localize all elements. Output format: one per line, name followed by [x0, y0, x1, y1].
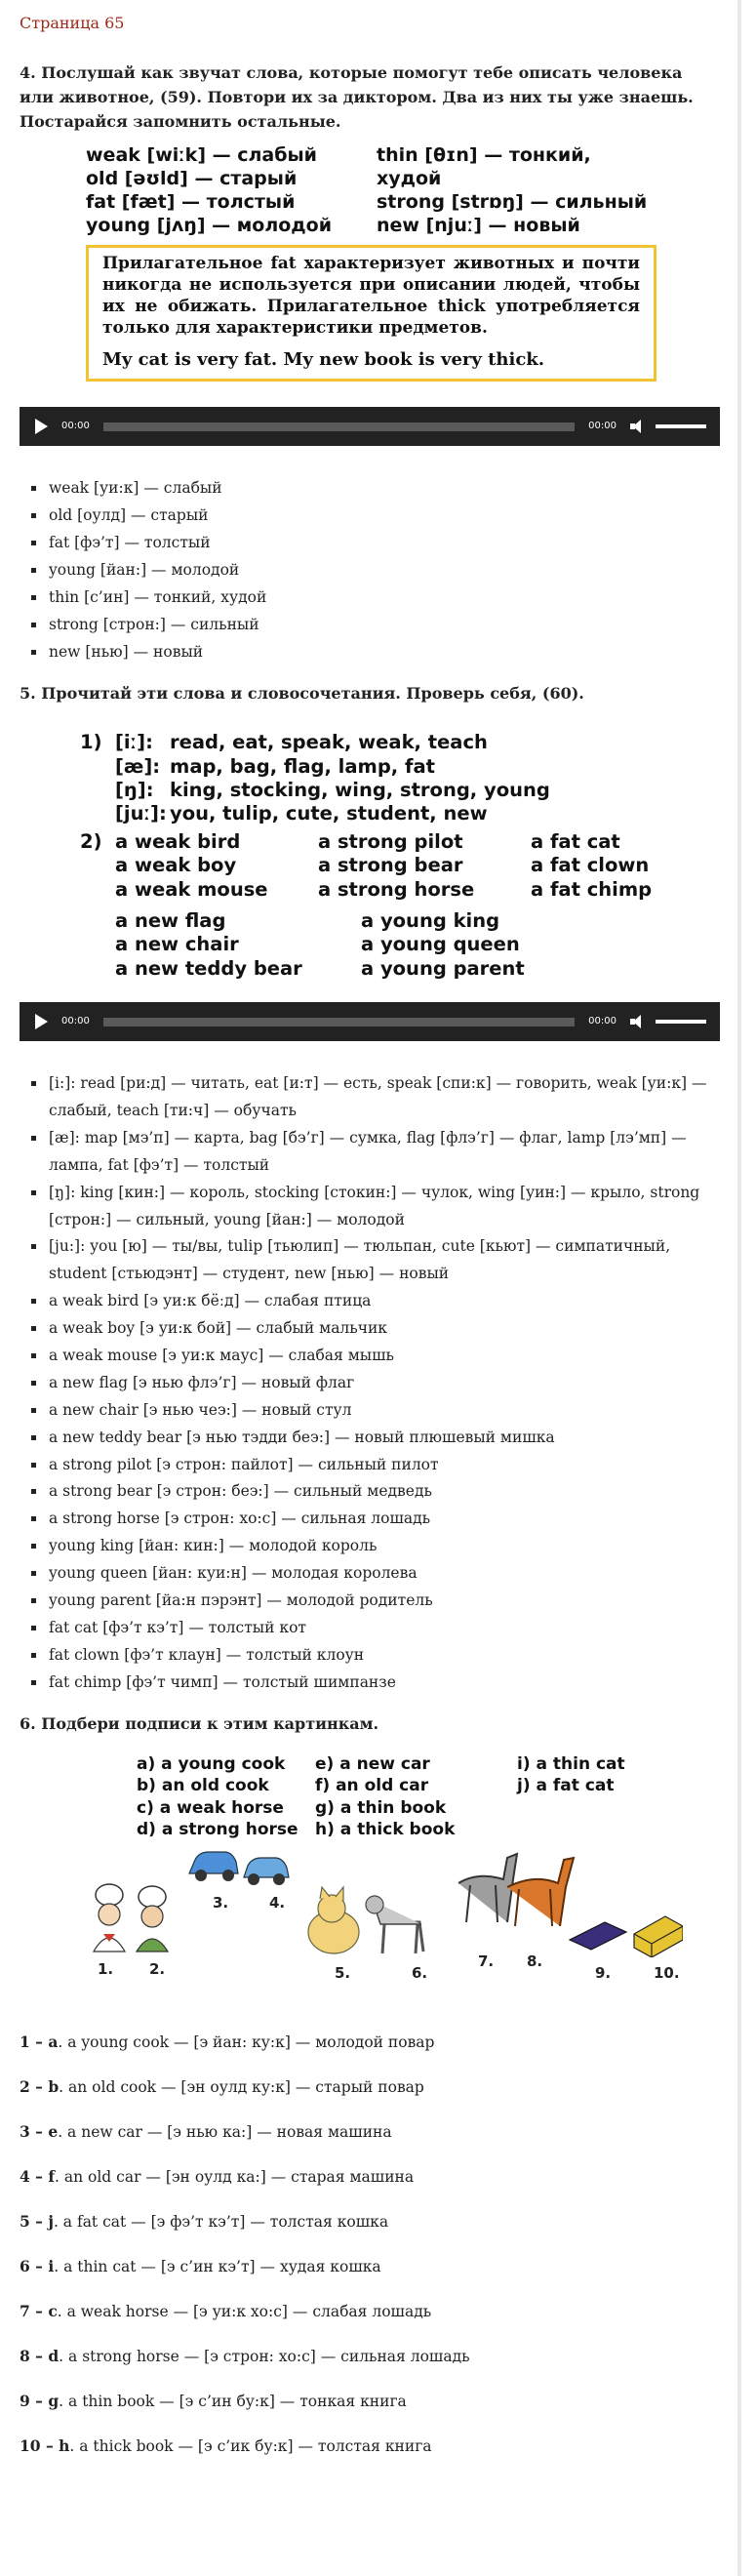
- volume-slider[interactable]: [656, 424, 706, 428]
- volume-icon[interactable]: [630, 420, 646, 433]
- phonics-row: [juː]: you, tulip, cute, student, new: [115, 802, 488, 825]
- pic-number: 1.: [98, 1959, 114, 1978]
- list-item: ▪ a strong horse [э строн: хо:с] — сильная лошадь: [47, 1506, 718, 1533]
- task6-title: 6. Подбери подписи к этим картинкам.: [20, 1713, 379, 1733]
- answer-item: 8 – d. a strong horse — [э строн: хо:с] — сильная лошадь: [20, 2346, 470, 2365]
- answer-item: 3 – e. a new car — [э нью ка:] — новая машина: [20, 2121, 392, 2141]
- horses-icon: [449, 1844, 576, 1932]
- list-item: ▪ fat clown [фэ’т клаун] — толстый клоун: [47, 1642, 718, 1670]
- current-time: 00:00: [61, 1015, 90, 1026]
- pic-number: 2.: [149, 1959, 166, 1978]
- phrases-grid: a weak bird a strong pilot a fat cat a weak boy a strong bear a fat clown a weak mouse a strong horse a fat chimp: [115, 829, 653, 901]
- volume-slider[interactable]: [656, 1020, 706, 1024]
- vocab-cell: strong [strɒŋ] — сильный: [377, 190, 648, 213]
- answer-item: 1 – a. a young cook — [э йан: ку:к] — молодой повар: [20, 2032, 435, 2051]
- task4-title: 4. Послушай как звучат слова, которые помогут тебе описать человека или животное, (59). Повтори их за диктором. Два из них ты уже знаешь. Постарайся запомнить остальные.: [20, 63, 694, 131]
- task6-answers: [20, 2032, 718, 2480]
- vocab-grid: [86, 144, 718, 238]
- list-item: ▪ [i:]: read [ри:д] — читать, eat [и:т] — есть, speak [спи:к] — говорить, weak [уи:к] — слабый, teach [ти:ч] — обучать: [47, 1070, 718, 1125]
- answer-item: 9 – g. a thin book — [э с’ин бу:к] — тонкая книга: [20, 2391, 407, 2410]
- answer-item: 6 – i. a thin cat — [э с’ин кэ’т] — худая кошка: [20, 2256, 381, 2275]
- pic-number: 5.: [335, 1963, 351, 1982]
- list-item: ▪ fat chimp [фэ’т чимп] — толстый шимпанзе: [47, 1670, 718, 1697]
- progress-track[interactable]: [103, 423, 575, 431]
- list-item: ▪ young [йан:] — молодой: [47, 557, 718, 584]
- cars-icon: [185, 1844, 293, 1887]
- list-item: ▪ [ju:]: you [ю] — ты/вы, tulip [тьюлип] — тюльпан, cute [кьют] — симпатичный, student [стьюдэнт] — студент, new [нью] — новый: [47, 1233, 718, 1288]
- vocab-cell: old [əʊld] — старый: [86, 167, 298, 189]
- pic-number: 4.: [269, 1893, 286, 1912]
- play-icon[interactable]: [35, 419, 48, 434]
- note-text: Прилагательное fat характеризует животных и почти никогда не используется при описании людей, чтобы их не обижать. Прилагательное thick употребляется только для характеристики предметов.: [102, 254, 640, 338]
- task5-title: 5. Прочитай эти слова и словосочетания. Проверь себя, (60).: [20, 683, 584, 703]
- note-example: My cat is very fat. My new book is very thick.: [102, 349, 545, 371]
- pic-number: 7.: [478, 1952, 495, 1970]
- duration: 00:00: [588, 421, 617, 432]
- vocab-cell: thin [θɪn] — тонкий,: [377, 143, 591, 166]
- list-item: ▪ weak [уи:к] — слабый: [47, 475, 718, 503]
- cats-icon: [302, 1883, 439, 1961]
- pic-number: 6.: [412, 1963, 428, 1982]
- pic-number: 3.: [213, 1893, 229, 1912]
- list-item: ▪ a new teddy bear [э нью тэдди беэ:] — новый плюшевый мишка: [47, 1425, 718, 1452]
- task6-textbook-scan: [137, 1753, 718, 1839]
- play-icon[interactable]: [35, 1014, 48, 1029]
- list-item: ▪ young king [йан: кин:] — молодой король: [47, 1533, 718, 1560]
- answer-item: 10 – h. a thick book — [э с’ик бу:к] — толстая книга: [20, 2435, 432, 2455]
- grammar-note-box: [86, 245, 657, 382]
- books-icon: [566, 1912, 683, 1957]
- task6-pictures: [59, 1844, 683, 1981]
- list-item: ▪ fat [фэ’т] — толстый: [47, 530, 718, 557]
- list-item: ▪ a weak mouse [э уи:к маус] — слабая мышь: [47, 1343, 718, 1370]
- answer-item: 2 – b. an old cook — [эн оулд ку:к] — старый повар: [20, 2076, 424, 2096]
- page-link[interactable]: Страница 65: [20, 14, 125, 32]
- list-item: ▪ old [оулд] — старый: [47, 503, 718, 530]
- task5-list: [20, 1070, 718, 1696]
- audio-player: [20, 407, 720, 446]
- list-item: ▪ new [нью] — новый: [47, 639, 718, 666]
- task5-textbook-scan: [80, 731, 718, 981]
- current-time: 00:00: [61, 421, 90, 432]
- vocab-cell: fat [fæt] — толстый: [86, 190, 296, 213]
- vocab-cell: new [njuː] — новый: [377, 215, 580, 237]
- vocab-cell: weak [wiːk] — слабый: [86, 143, 317, 166]
- duration: 00:00: [588, 1015, 617, 1026]
- list-item: ▪ fat cat [фэ’т кэ’т] — толстый кот: [47, 1615, 718, 1642]
- cooks-icon: [88, 1883, 176, 1953]
- list-item: ▪ strong [строн:] — сильный: [47, 612, 718, 639]
- list-item: ▪ a strong pilot [э строн: пайлот] — сильный пилот: [47, 1452, 718, 1479]
- pic-number: 9.: [595, 1963, 612, 1982]
- vocab-cell: худой: [377, 167, 442, 189]
- volume-icon[interactable]: [630, 1015, 646, 1028]
- phrases-block: 2) a weak bird a strong pilot a fat cat a weak boy a strong bear a fat clown a weak mouse a strong horse a fat chimp a new flag a young king a new chair a young queen a new teddy bear a young parent: [80, 830, 718, 981]
- pic-number: 10.: [654, 1963, 680, 1982]
- pic-number: 8.: [527, 1952, 543, 1970]
- answer-item: 7 – c. a weak horse — [э уи:к хо:с] — слабая лошадь: [20, 2301, 432, 2320]
- audio-player: [20, 1002, 720, 1041]
- list-item: ▪ young parent [йа:н пэрэнт] — молодой родитель: [47, 1588, 718, 1615]
- vocab-cell: young [jʌŋ] — молодой: [86, 215, 333, 237]
- answer-item: 5 – j. a fat cat — [э фэ’т кэ’т] — толстая кошка: [20, 2211, 389, 2231]
- list-item: ▪ a weak boy [э уи:к бой] — слабый мальчик: [47, 1315, 718, 1343]
- task4-list: [20, 475, 718, 665]
- list-item: ▪ a strong bear [э строн: беэ:] — сильный медведь: [47, 1478, 718, 1506]
- list-item: ▪ a weak bird [э уи:к бёːд] — слабая птица: [47, 1288, 718, 1315]
- list-item: ▪ thin [с’ин] — тонкий, худой: [47, 584, 718, 612]
- list-item: ▪ a new chair [э нью чеэ:] — новый стул: [47, 1397, 718, 1425]
- phonics-row: [æ]: map, bag, flag, lamp, fat: [115, 754, 435, 778]
- list-item: ▪ [ŋ]: king [кин:] — король, stocking [стокин:] — чулок, wing [уин:] — крыло, strong [строн:] — сильный, young [йан:] — молодой: [47, 1180, 718, 1234]
- answer-item: 4 – f. an old car — [эн оулд ка:] — старая машина: [20, 2166, 415, 2186]
- phonics-row: 1) [iː]: read, eat, speak, weak, teach: [80, 731, 488, 754]
- phonics-row: [ŋ]: king, stocking, wing, strong, young: [115, 779, 550, 802]
- task4-textbook-scan: [86, 144, 718, 382]
- phrases-grid-b: a new flag a young king a new chair a young queen a new teddy bear a young parent: [115, 908, 525, 980]
- list-item: ▪ [æ]: map [мэ’п] — карта, bag [бэ’г] — сумка, flag [флэ’г] — флаг, lamp [лэ’мп] — лампа, fat [фэ’т] — толстый: [47, 1125, 718, 1180]
- caption-options: a) a young cook e) a new car i) a thin cat b) an old cook f) an old car j) a fat cat c) a weak horse g) a thin book d) a strong horse h) a thick book: [137, 1754, 625, 1839]
- progress-track[interactable]: [103, 1018, 575, 1026]
- list-item: ▪ young queen [йан: куи:н] — молодая королева: [47, 1560, 718, 1588]
- list-item: ▪ a new flag [э нью флэ’г] — новый флаг: [47, 1370, 718, 1397]
